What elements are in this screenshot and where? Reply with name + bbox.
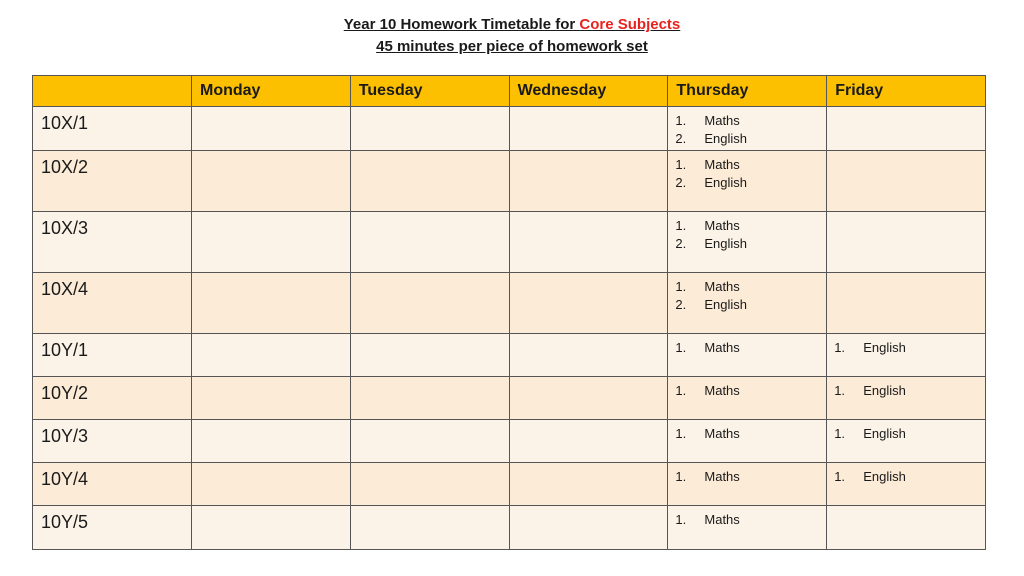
timetable-body bbox=[33, 107, 986, 550]
cell-monday bbox=[192, 420, 351, 463]
subject-number: 1. bbox=[675, 426, 687, 441]
subject-name: Maths bbox=[704, 512, 740, 527]
cell-tuesday bbox=[350, 107, 509, 151]
subject-number: 2. bbox=[675, 131, 687, 146]
subject-name: English bbox=[704, 131, 748, 146]
subject-number: 1. bbox=[834, 383, 846, 398]
cell-monday bbox=[192, 212, 351, 273]
table-row bbox=[33, 151, 986, 212]
header-wednesday: Wednesday bbox=[509, 76, 668, 107]
cell-friday bbox=[827, 334, 986, 377]
class-name-cell: 10Y/3 bbox=[33, 420, 192, 463]
subject-number: 1. bbox=[675, 113, 687, 128]
cell-friday bbox=[827, 377, 986, 420]
cell-thursday bbox=[668, 463, 827, 506]
subject-name: Maths bbox=[704, 469, 740, 484]
subject-list bbox=[668, 273, 826, 314]
subject-list bbox=[827, 463, 985, 486]
cell-monday bbox=[192, 463, 351, 506]
title-accent: Core Subjects bbox=[579, 16, 681, 33]
subject-name: Maths bbox=[704, 279, 740, 294]
cell-friday bbox=[827, 107, 986, 151]
cell-friday bbox=[827, 420, 986, 463]
cell-monday bbox=[192, 334, 351, 377]
cell-wednesday bbox=[509, 506, 668, 550]
subject-item bbox=[675, 339, 826, 357]
header-thursday: Thursday bbox=[668, 76, 827, 107]
cell-tuesday bbox=[350, 377, 509, 420]
page-title bbox=[0, 14, 1024, 58]
cell-tuesday bbox=[350, 420, 509, 463]
subject-number: 1. bbox=[675, 383, 687, 398]
subject-name: Maths bbox=[704, 113, 740, 128]
subject-name: English bbox=[863, 340, 906, 355]
subject-number: 1. bbox=[675, 340, 687, 355]
header-row bbox=[33, 76, 986, 107]
cell-friday bbox=[827, 506, 986, 550]
cell-thursday bbox=[668, 420, 827, 463]
subject-item bbox=[834, 425, 985, 443]
cell-wednesday bbox=[509, 420, 668, 463]
subject-name: English bbox=[863, 426, 906, 441]
subject-number: 2. bbox=[675, 297, 687, 312]
table-row bbox=[33, 420, 986, 463]
subject-name: English bbox=[704, 236, 748, 251]
subject-list bbox=[668, 212, 826, 253]
title-prefix: Year 10 Homework Timetable for bbox=[343, 16, 580, 33]
cell-wednesday bbox=[509, 107, 668, 151]
subject-item bbox=[675, 217, 826, 235]
subject-item bbox=[834, 339, 985, 357]
subject-number: 1. bbox=[675, 469, 687, 484]
table-row bbox=[33, 212, 986, 273]
cell-friday bbox=[827, 212, 986, 273]
cell-tuesday bbox=[350, 334, 509, 377]
subject-number: 1. bbox=[675, 279, 687, 294]
subject-item bbox=[675, 174, 826, 192]
title-line-2 bbox=[0, 36, 1024, 58]
subject-name: Maths bbox=[704, 218, 740, 233]
subject-item bbox=[675, 235, 826, 253]
cell-monday bbox=[192, 506, 351, 550]
title-line-1 bbox=[0, 14, 1024, 36]
cell-friday bbox=[827, 151, 986, 212]
subject-name: English bbox=[704, 175, 748, 190]
class-name-cell: 10Y/1 bbox=[33, 334, 192, 377]
subject-list bbox=[668, 506, 826, 529]
cell-wednesday bbox=[509, 151, 668, 212]
subject-number: 1. bbox=[834, 469, 846, 484]
class-name-cell: 10X/4 bbox=[33, 273, 192, 334]
cell-wednesday bbox=[509, 463, 668, 506]
subject-list bbox=[668, 377, 826, 400]
subject-list bbox=[827, 420, 985, 443]
cell-monday bbox=[192, 107, 351, 151]
subject-list bbox=[668, 107, 826, 148]
subject-item bbox=[675, 112, 826, 130]
homework-timetable bbox=[32, 75, 986, 550]
cell-friday bbox=[827, 273, 986, 334]
table-row bbox=[33, 107, 986, 151]
subject-item bbox=[675, 278, 826, 296]
subject-number: 1. bbox=[675, 512, 687, 527]
subject-name: Maths bbox=[704, 157, 740, 172]
cell-tuesday bbox=[350, 151, 509, 212]
subject-number: 1. bbox=[834, 340, 846, 355]
cell-tuesday bbox=[350, 273, 509, 334]
subject-number: 2. bbox=[675, 236, 687, 251]
table-row bbox=[33, 334, 986, 377]
cell-monday bbox=[192, 377, 351, 420]
subject-number: 1. bbox=[834, 426, 846, 441]
subject-item bbox=[675, 382, 826, 400]
cell-monday bbox=[192, 151, 351, 212]
class-name-cell: 10X/3 bbox=[33, 212, 192, 273]
subject-number: 1. bbox=[675, 218, 687, 233]
header-tuesday: Tuesday bbox=[350, 76, 509, 107]
subject-number: 1. bbox=[675, 157, 687, 172]
subject-item bbox=[834, 468, 985, 486]
cell-thursday bbox=[668, 107, 827, 151]
cell-thursday bbox=[668, 273, 827, 334]
table-row bbox=[33, 273, 986, 334]
subject-list bbox=[668, 420, 826, 443]
subject-name: English bbox=[704, 297, 748, 312]
cell-wednesday bbox=[509, 212, 668, 273]
subject-item bbox=[675, 511, 826, 529]
title-subtitle: 45 minutes per piece of homework set bbox=[376, 38, 648, 55]
subject-name: Maths bbox=[704, 340, 740, 355]
header-friday: Friday bbox=[827, 76, 986, 107]
cell-thursday bbox=[668, 212, 827, 273]
cell-friday bbox=[827, 463, 986, 506]
header-class-cell bbox=[33, 76, 192, 107]
subject-item bbox=[675, 296, 826, 314]
cell-thursday bbox=[668, 506, 827, 550]
cell-tuesday bbox=[350, 212, 509, 273]
subject-list bbox=[827, 334, 985, 357]
subject-item bbox=[675, 425, 826, 443]
subject-item bbox=[675, 468, 826, 486]
cell-wednesday bbox=[509, 334, 668, 377]
subject-item bbox=[834, 382, 985, 400]
subject-list bbox=[668, 463, 826, 486]
subject-name: Maths bbox=[704, 383, 740, 398]
table-row bbox=[33, 506, 986, 550]
table-row bbox=[33, 377, 986, 420]
cell-wednesday bbox=[509, 377, 668, 420]
subject-list bbox=[668, 151, 826, 192]
subject-item bbox=[675, 156, 826, 174]
subject-list bbox=[668, 334, 826, 357]
subject-name: Maths bbox=[704, 426, 740, 441]
subject-item bbox=[675, 130, 826, 148]
class-name-cell: 10Y/2 bbox=[33, 377, 192, 420]
class-name-cell: 10X/1 bbox=[33, 107, 192, 151]
cell-monday bbox=[192, 273, 351, 334]
table-row bbox=[33, 463, 986, 506]
cell-thursday bbox=[668, 377, 827, 420]
cell-thursday bbox=[668, 334, 827, 377]
subject-number: 2. bbox=[675, 175, 687, 190]
cell-tuesday bbox=[350, 506, 509, 550]
subject-list bbox=[827, 377, 985, 400]
class-name-cell: 10Y/4 bbox=[33, 463, 192, 506]
subject-name: English bbox=[863, 469, 906, 484]
class-name-cell: 10Y/5 bbox=[33, 506, 192, 550]
cell-thursday bbox=[668, 151, 827, 212]
class-name-cell: 10X/2 bbox=[33, 151, 192, 212]
header-monday: Monday bbox=[192, 76, 351, 107]
cell-tuesday bbox=[350, 463, 509, 506]
cell-wednesday bbox=[509, 273, 668, 334]
subject-name: English bbox=[863, 383, 906, 398]
